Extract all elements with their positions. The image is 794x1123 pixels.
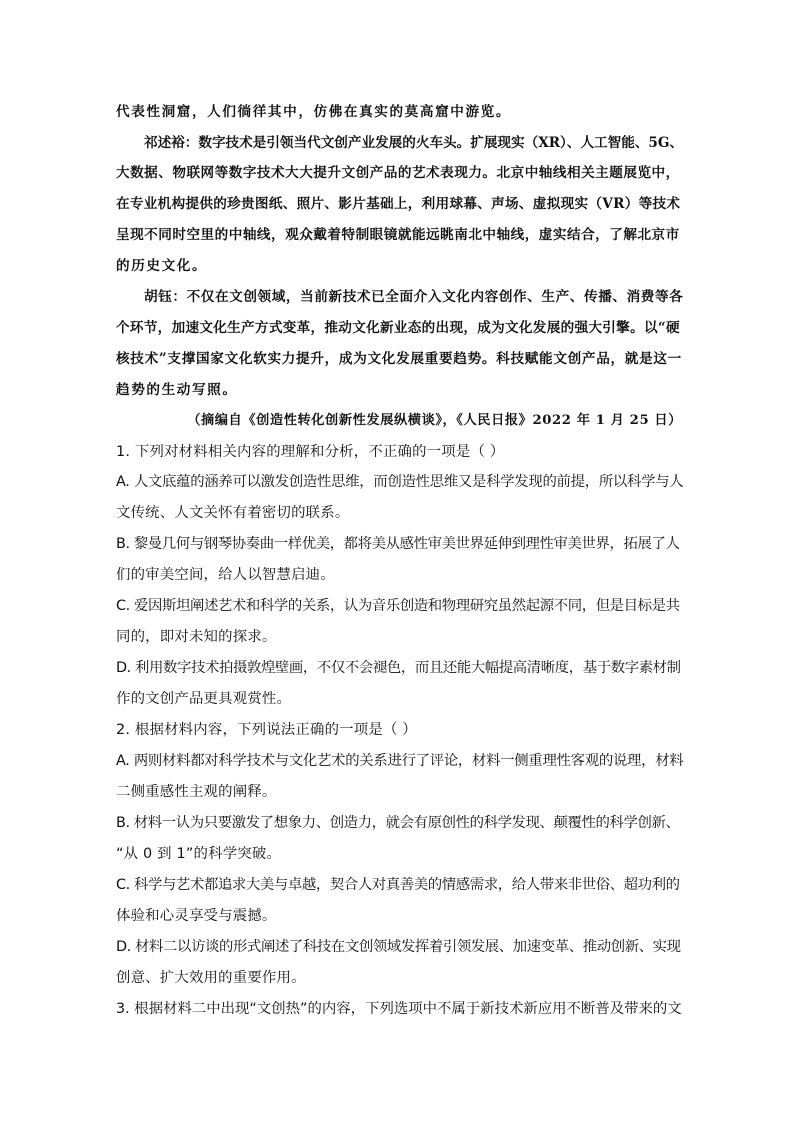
- material-source: （摘编自《创造性转化创新性发展纵横谈》，《人民日报》2022 年 1 月 25 日）: [187, 413, 682, 428]
- question-1-option-b: B. 黎曼几何与钢琴协奏曲一样优美，都将美从感性审美世界延伸到理性审美世界，拓展了人: [116, 536, 680, 552]
- material-line-4: 在专业机构提供的珍贵图纸、照片、影片基础上，利用球幕、声场、虚拟现实（VR）等技术: [116, 196, 681, 212]
- question-2-option-d-cont: 创意、扩大效用的重要作用。: [116, 970, 306, 986]
- question-2-option-b: B. 材料一认为只要激发了想象力、创造力，就会有原创性的科学发现、颠覆性的科学创新、: [116, 815, 680, 831]
- question-1-option-a: A. 人文底蕴的涵养可以激发创造性思维，而创造性思维又是科学发现的前提，所以科学与人: [116, 474, 684, 490]
- material-line-7: 胡钰：不仅在文创领域，当前新技术已全面介入文化内容创作、生产、传播、消费等各: [144, 289, 684, 305]
- material-line-10: 趋势的生动写照。: [116, 382, 238, 398]
- question-2-option-c-cont: 体验和心灵享受与震撼。: [116, 908, 277, 924]
- material-line-2: 祁述裕：数字技术是引领当代文创产业发展的火车头。扩展现实（XR）、人工智能、5G、: [144, 135, 684, 151]
- question-2-option-b-cont: “从 0 到 1”的科学突破。: [116, 846, 282, 862]
- question-1-option-d-cont: 作的文创产品更具观赏性。: [116, 691, 292, 707]
- question-2-option-a-cont: 二侧重感性主观的阐释。: [116, 784, 277, 800]
- material-line-1: 代表性洞窟，人们徜徉其中，仿佛在真实的莫高窟中游览。: [116, 104, 512, 120]
- question-2-option-c: C. 科学与艺术都追求大美与卓越，契合人对真善美的情感需求，给人带来非世俗、超功利的: [116, 877, 680, 893]
- question-1-option-d: D. 利用数字技术拍摄敦煌壁画，不仅不会褪色，而且还能大幅提高清晰度，基于数字素材制: [116, 660, 681, 676]
- question-3-stem: 3. 根据材料二中出现“文创热”的内容，下列选项中不属于新技术新应用不断普及带来的文: [116, 1001, 682, 1017]
- material-line-3: 大数据、物联网等数字技术大大提升文创产品的艺术表现力。北京中轴线相关主题展览中，: [116, 165, 680, 181]
- question-2-stem: 2. 根据材料内容，下列说法正确的一项是（ ）: [116, 722, 417, 738]
- question-1-option-c-cont: 同的，即对未知的探求。: [116, 629, 277, 645]
- question-1-option-b-cont: 们的审美空间，给人以智慧启迪。: [116, 567, 335, 583]
- material-line-9: 核技术”支撑国家文化软实力提升，成为文化发展重要趋势。科技赋能文创产品，就是这一: [116, 351, 682, 367]
- material-line-5: 呈现不同时空里的中轴线，观众戴着特制眼镜就能远眺南北中轴线，虚实结合，了解北京市: [116, 227, 680, 243]
- question-1-option-a-cont: 文传统、人文关怀有着密切的联系。: [116, 505, 350, 521]
- question-2-option-d: D. 材料二以访谈的形式阐述了科技在文创领域发挥着引领发展、加速变革、推动创新、实现: [116, 939, 681, 955]
- question-2-option-a: A. 两则材料都对科学技术与文化艺术的关系进行了评论，材料一侧重理性客观的说理，材料: [116, 753, 684, 769]
- question-1-option-c: C. 爱因斯坦阐述艺术和科学的关系，认为音乐创造和物理研究虽然起源不同，但是目标是共: [116, 598, 680, 614]
- material-line-6: 的历史文化。: [116, 258, 208, 274]
- material-line-8: 个环节，加速文化生产方式变革，推动文化新业态的出现，成为文化发展的强大引擎。以“硬: [116, 320, 680, 336]
- question-1-stem: 1. 下列对材料相关内容的理解和分析，不正确的一项是（ ）: [116, 444, 505, 460]
